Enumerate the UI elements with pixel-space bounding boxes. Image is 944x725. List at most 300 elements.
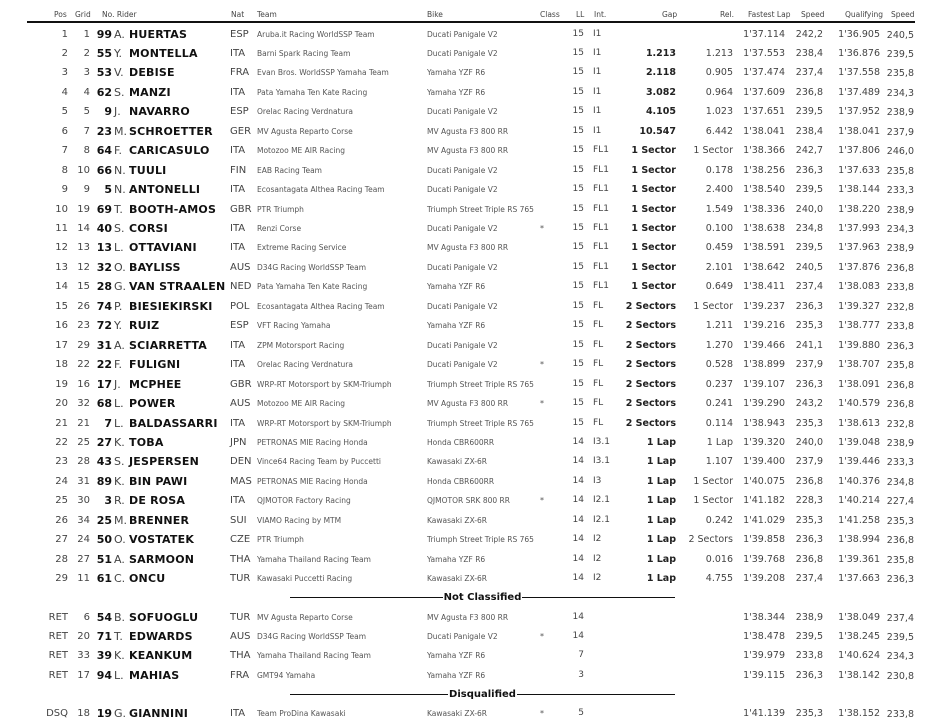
team-name: GMT94 Yamaha <box>257 670 316 680</box>
position: 27 <box>55 534 68 546</box>
rider-surname: POWER <box>129 397 176 411</box>
table-row <box>0 238 944 258</box>
qualifying-speed: 246,0 <box>886 146 914 158</box>
team-name: MV Agusta Reparto Corse <box>257 126 353 136</box>
team-name: PTR Triumph <box>257 204 304 214</box>
relative-gap: 2.101 <box>705 261 733 273</box>
qualifying-speed: 236,8 <box>886 379 914 391</box>
team-name: Yamaha Thailand Racing Team <box>257 554 371 564</box>
fastest-lap-speed: 238,4 <box>795 47 823 59</box>
laps: 3 <box>578 669 584 680</box>
fastest-lap: 1'39.115 <box>743 669 785 681</box>
grid-position: 13 <box>77 242 90 254</box>
nationality: AUS <box>230 631 251 642</box>
rider-number: 7 <box>104 416 112 430</box>
fastest-lap: 1'39.858 <box>743 534 785 546</box>
bike-name: Yamaha YZF R6 <box>427 670 486 680</box>
nationality: THA <box>230 553 251 565</box>
relative-gap: 1.211 <box>705 320 733 332</box>
table-row <box>0 646 944 666</box>
grid-position: 33 <box>77 650 90 662</box>
relative-gap: 1.213 <box>705 47 733 59</box>
qualifying-time: 1'39.048 <box>838 436 880 448</box>
rider-surname: BOOTH-AMOS <box>129 202 217 216</box>
nationality: GBR <box>230 378 252 390</box>
table-row <box>0 627 944 647</box>
grid-position: 8 <box>83 145 90 157</box>
rider-surname: OTTAVIANI <box>129 241 197 255</box>
bike-name: Kawasaki ZX-6R <box>427 515 488 525</box>
header-class: Class <box>540 10 560 19</box>
team-name: EAB Racing Team <box>257 165 322 175</box>
divider-line <box>517 694 675 696</box>
qualifying-time: 1'37.806 <box>838 145 880 157</box>
rider-number: 22 <box>96 358 112 372</box>
rider-surname: RUIZ <box>129 319 160 333</box>
interval: I2 <box>593 534 602 545</box>
qualifying-time: 1'37.558 <box>838 67 880 79</box>
fastest-lap-speed: 235,3 <box>795 514 823 526</box>
qualifying-time: 1'38.245 <box>838 631 880 642</box>
qualifying-time: 1'38.049 <box>838 611 880 623</box>
fastest-lap-speed: 239,5 <box>795 242 823 254</box>
fastest-lap: 1'37.474 <box>743 67 785 79</box>
qualifying-speed: 236,8 <box>886 535 914 547</box>
team-name: Motozoo ME AIR Racing <box>257 399 345 409</box>
grid-position: 30 <box>77 495 90 507</box>
relative-gap: 1.107 <box>705 456 733 468</box>
nationality: ITA <box>230 86 246 98</box>
laps: 5 <box>578 708 584 719</box>
nationality: TUR <box>230 611 251 623</box>
rider-initial: A. <box>114 338 125 352</box>
nationality: ESP <box>230 320 249 332</box>
bike-name: Triumph Street Triple RS 765 <box>427 204 534 214</box>
laps: 15 <box>572 28 584 39</box>
team-name: Aruba.it Racing WorldSSP Team <box>257 29 375 39</box>
laps: 14 <box>572 573 584 584</box>
laps: 15 <box>572 184 584 195</box>
grid-position: 2 <box>83 47 90 59</box>
rider-surname: FULIGNI <box>129 358 181 372</box>
header-grid: Grid <box>75 10 91 19</box>
grid-position: 25 <box>77 436 90 448</box>
gap: 1 Sector <box>631 164 676 176</box>
rider-initial: J. <box>114 105 121 119</box>
nationality: ITA <box>230 184 246 196</box>
rider-number: 31 <box>96 338 112 352</box>
team-name: Ecosantagata Althea Racing Team <box>257 301 385 311</box>
qualifying-speed: 235,3 <box>886 515 914 527</box>
rider-number: 23 <box>96 124 112 138</box>
grid-position: 22 <box>77 359 90 371</box>
interval: FL1 <box>593 145 609 156</box>
rider-initial: O. <box>114 533 126 547</box>
position: 12 <box>55 242 68 254</box>
laps: 15 <box>572 300 584 311</box>
nationality: ITA <box>230 145 246 157</box>
grid-position: 32 <box>77 398 90 410</box>
rider-initial: S. <box>114 85 125 99</box>
fastest-lap-speed: 236,3 <box>795 534 823 546</box>
rider-initial: S. <box>114 455 125 469</box>
rider-surname: BIESIEKIRSKI <box>129 299 213 313</box>
laps: 14 <box>572 514 584 525</box>
position: 6 <box>61 125 68 137</box>
bike-name: Honda CBR600RR <box>427 476 495 486</box>
rider-number: 27 <box>96 435 112 449</box>
table-header <box>0 8 944 22</box>
laps: 14 <box>572 553 584 564</box>
interval: FL <box>593 320 604 331</box>
gap: 1 Lap <box>646 573 676 585</box>
laps: 15 <box>572 106 584 117</box>
rider-number: 17 <box>96 377 112 391</box>
rider-number: 13 <box>96 241 112 255</box>
laps: 15 <box>572 417 584 428</box>
table-row <box>0 530 944 550</box>
position: 23 <box>55 456 68 468</box>
fastest-lap: 1'39.400 <box>743 456 785 468</box>
rider-initial: T. <box>114 202 123 216</box>
rider-surname: KEANKUM <box>129 649 193 663</box>
team-name: PETRONAS MIE Racing Honda <box>257 476 368 486</box>
interval: I2 <box>593 573 602 584</box>
team-name: Extreme Racing Service <box>257 243 347 253</box>
bike-name: Ducati Panigale V2 <box>427 340 498 350</box>
rider-initial: G. <box>114 280 127 294</box>
relative-gap: 0.649 <box>705 281 733 293</box>
qualifying-time: 1'37.876 <box>838 261 880 273</box>
bike-name: Triumph Street Triple RS 765 <box>427 535 534 545</box>
relative-gap: 0.100 <box>705 223 733 234</box>
fastest-lap-speed: 236,3 <box>795 164 823 176</box>
gap: 1 Sector <box>631 261 676 273</box>
qualifying-speed: 233,8 <box>886 321 914 333</box>
gap: 1 Lap <box>646 553 676 565</box>
qualifying-time: 1'38.613 <box>838 417 880 429</box>
nationality: ITA <box>230 47 246 59</box>
table-row <box>0 25 944 45</box>
fastest-lap: 1'38.336 <box>743 203 785 215</box>
fastest-lap-speed: 236,8 <box>795 86 823 98</box>
team-name: Motozoo ME AIR Racing <box>257 146 345 156</box>
team-name: WRP-RT Motorsport by SKM-Triumph <box>257 379 392 389</box>
relative-gap: 1.549 <box>705 203 733 215</box>
relative-gap: 0.242 <box>705 514 733 526</box>
nationality: ITA <box>230 359 246 371</box>
rider-number: 19 <box>96 707 112 721</box>
rider-number: 64 <box>96 144 112 158</box>
laps: 15 <box>572 86 584 97</box>
qualifying-speed: 237,9 <box>886 126 914 138</box>
grid-position: 16 <box>77 378 90 390</box>
qualifying-speed: 236,3 <box>886 574 914 586</box>
qualifying-speed: 232,8 <box>886 418 914 430</box>
divider-line <box>290 597 443 599</box>
relative-gap: 1 Sector <box>693 495 733 507</box>
rider-number: 39 <box>96 649 112 663</box>
laps: 15 <box>572 145 584 156</box>
position: 11 <box>55 223 68 234</box>
bike-name: Ducati Panigale V2 <box>427 165 498 175</box>
team-name: D34G Racing WorldSSP Team <box>257 632 367 641</box>
relative-gap: 0.905 <box>705 67 733 79</box>
laps: 15 <box>572 359 584 370</box>
nationality: ITA <box>230 223 246 234</box>
table-row <box>0 180 944 200</box>
header-nat: Nat <box>231 10 245 19</box>
bike-name: Ducati Panigale V2 <box>427 301 498 311</box>
team-name: Orelac Racing Verdnatura <box>257 360 353 370</box>
qualifying-speed: 234,8 <box>886 476 914 488</box>
bike-name: Kawasaki ZX-6R <box>427 457 488 467</box>
header-divider <box>27 21 915 23</box>
team-name: D34G Racing WorldSSP Team <box>257 262 367 272</box>
qualifying-speed: 234,3 <box>886 224 914 235</box>
interval: FL1 <box>593 261 609 272</box>
qualifying-time: 1'37.489 <box>838 86 880 98</box>
position: 8 <box>61 164 68 176</box>
class-mark: * <box>540 399 544 409</box>
qualifying-time: 1'40.376 <box>838 475 880 487</box>
table-row <box>0 472 944 492</box>
qualifying-time: 1'37.633 <box>838 164 880 176</box>
rider-initial: F. <box>114 358 123 372</box>
rider-number: 55 <box>96 46 112 60</box>
header-team: Team <box>257 10 277 19</box>
rider-number: 71 <box>96 630 112 643</box>
interval: I1 <box>593 47 602 58</box>
qualifying-time: 1'38.707 <box>838 359 880 371</box>
team-name: PTR Triumph <box>257 535 304 545</box>
bike-name: MV Agusta F3 800 RR <box>427 612 509 622</box>
team-name: PETRONAS MIE Racing Honda <box>257 437 368 447</box>
rider-number: 3 <box>104 494 112 508</box>
rider-initial: L. <box>114 416 124 430</box>
gap: 2.118 <box>645 67 676 79</box>
rider-number: 54 <box>96 610 112 624</box>
laps: 15 <box>572 164 584 175</box>
qualifying-speed: 239,5 <box>886 632 914 643</box>
position: 1 <box>61 28 68 40</box>
position: 28 <box>55 553 68 565</box>
interval: I1 <box>593 106 602 117</box>
rider-surname: HUERTAS <box>129 27 188 41</box>
qualifying-speed: 238,9 <box>886 437 914 449</box>
table-row <box>0 569 944 589</box>
relative-gap: 6.442 <box>705 125 733 137</box>
gap: 1 Sector <box>631 145 676 157</box>
header-ll: LL <box>576 10 585 19</box>
laps: 15 <box>572 320 584 331</box>
rider-initial: A. <box>114 27 125 41</box>
qualifying-time: 1'38.144 <box>838 184 880 196</box>
qualifying-speed: 235,8 <box>886 554 914 566</box>
rider-surname: ANTONELLI <box>129 183 201 197</box>
qualifying-speed: 236,8 <box>886 399 914 411</box>
laps: 15 <box>572 339 584 350</box>
rider-number: 40 <box>96 222 112 235</box>
team-name: Team ProDina Kawasaki <box>257 709 346 719</box>
fastest-lap-speed: 234,8 <box>795 223 823 234</box>
table-row <box>0 550 944 570</box>
table-row <box>0 44 944 64</box>
gap: 1 Sector <box>631 223 676 234</box>
interval: I2.1 <box>593 514 610 525</box>
qualifying-speed: 238,9 <box>886 243 914 255</box>
table-row <box>0 608 944 628</box>
table-row <box>0 297 944 317</box>
grid-position: 1 <box>83 28 90 40</box>
fastest-lap-speed: 233,8 <box>795 650 823 662</box>
interval: FL1 <box>593 184 609 195</box>
laps: 14 <box>572 611 584 622</box>
bike-name: MV Agusta F3 800 RR <box>427 243 509 253</box>
relative-gap: 0.016 <box>705 553 733 565</box>
team-name: Barni Spark Racing Team <box>257 48 351 58</box>
grid-position: 26 <box>77 300 90 312</box>
grid-position: 3 <box>83 67 90 79</box>
position: 16 <box>55 320 68 332</box>
gap: 1.213 <box>645 47 676 59</box>
rider-initial: G. <box>114 707 127 721</box>
gap: 1 Lap <box>646 456 676 468</box>
class-mark: * <box>540 496 544 506</box>
header-rel: Rel. <box>720 10 734 19</box>
qualifying-time: 1'37.993 <box>838 223 880 234</box>
fastest-lap: 1'41.139 <box>743 708 785 720</box>
gap: 2 Sectors <box>625 417 676 429</box>
team-name: Vince64 Racing Team by Puccetti <box>257 457 381 467</box>
fastest-lap: 1'38.256 <box>743 164 785 176</box>
rider-initial: L. <box>114 397 124 411</box>
fastest-lap: 1'39.979 <box>743 650 785 662</box>
table-row <box>0 491 944 511</box>
rider-surname: MANZI <box>129 85 171 99</box>
rider-initial: K. <box>114 435 125 449</box>
fastest-lap-speed: 241,1 <box>795 339 823 351</box>
position: 9 <box>61 184 68 196</box>
fastest-lap: 1'38.591 <box>743 242 785 254</box>
fastest-lap: 1'38.899 <box>743 359 785 371</box>
class-mark: * <box>540 709 544 719</box>
position: 19 <box>55 378 68 390</box>
grid-position: 14 <box>77 223 90 234</box>
qualifying-time: 1'38.142 <box>838 669 880 681</box>
grid-position: 27 <box>77 553 90 565</box>
fastest-lap-speed: 236,3 <box>795 669 823 681</box>
team-name: VFT Racing Yamaha <box>257 321 331 331</box>
laps: 15 <box>572 203 584 214</box>
laps: 15 <box>572 242 584 253</box>
relative-gap: 1 Sector <box>693 145 733 157</box>
header-int: Int. <box>594 10 607 19</box>
fastest-lap: 1'37.114 <box>743 28 785 40</box>
team-name: Orelac Racing Verdnatura <box>257 107 353 117</box>
table-row <box>0 433 944 453</box>
qualifying-speed: 233,3 <box>886 185 914 197</box>
gap: 4.105 <box>645 106 676 118</box>
position: RET <box>48 650 68 662</box>
qualifying-time: 1'37.663 <box>838 573 880 585</box>
nationality: FIN <box>230 164 247 176</box>
team-name: ZPM Motorsport Racing <box>257 340 345 350</box>
interval: FL1 <box>593 203 609 214</box>
position: 13 <box>55 261 68 273</box>
qualifying-speed: 240,5 <box>886 29 914 41</box>
rider-surname: BRENNER <box>129 513 190 527</box>
qualifying-speed: 232,8 <box>886 301 914 313</box>
rider-initial: N. <box>114 163 126 177</box>
bike-name: Kawasaki ZX-6R <box>427 574 488 584</box>
gap: 1 Lap <box>646 475 676 487</box>
grid-position: 6 <box>83 611 90 623</box>
qualifying-speed: 236,8 <box>886 262 914 274</box>
bike-name: Ducati Panigale V2 <box>427 48 498 58</box>
gap: 1 Sector <box>631 184 676 196</box>
interval: FL <box>593 378 604 389</box>
gap: 2 Sectors <box>625 398 676 410</box>
rider-initial: Y. <box>114 46 122 60</box>
interval: FL1 <box>593 281 609 292</box>
qualifying-speed: 239,5 <box>886 48 914 60</box>
rider-initial: C. <box>114 572 126 586</box>
fastest-lap-speed: 237,4 <box>795 573 823 585</box>
interval: I1 <box>593 125 602 136</box>
fastest-lap: 1'37.651 <box>743 106 785 118</box>
position: 2 <box>61 47 68 59</box>
grid-position: 4 <box>83 86 90 98</box>
fastest-lap-speed: 239,5 <box>795 184 823 196</box>
position: RET <box>48 669 68 681</box>
nationality: ITA <box>230 339 246 351</box>
team-name: WRP-RT Motorsport by SKM-Triumph <box>257 418 392 428</box>
table-row <box>0 414 944 434</box>
rider-surname: MAHIAS <box>129 668 180 682</box>
interval: I3.1 <box>593 456 610 467</box>
bike-name: Yamaha YZF R6 <box>427 68 486 78</box>
rider-initial: A. <box>114 552 125 566</box>
fastest-lap-speed: 235,3 <box>795 417 823 429</box>
rider-initial: N. <box>114 183 126 197</box>
table-row <box>0 316 944 336</box>
nationality: TUR <box>230 573 251 585</box>
rider-initial: L. <box>114 668 124 682</box>
nationality: ITA <box>230 417 246 429</box>
divider-line <box>522 597 675 599</box>
rider-number: 5 <box>104 183 112 197</box>
rider-initial: M. <box>114 513 127 527</box>
qualifying-time: 1'40.214 <box>838 495 880 507</box>
qualifying-time: 1'37.963 <box>838 242 880 254</box>
laps: 15 <box>572 281 584 292</box>
laps: 15 <box>572 125 584 136</box>
nationality: ESP <box>230 28 249 40</box>
rider-surname: VAN STRAALEN <box>129 280 226 294</box>
table-row <box>0 452 944 472</box>
qualifying-time: 1'38.083 <box>838 281 880 293</box>
nationality: AUS <box>230 261 251 273</box>
fastest-lap: 1'39.466 <box>743 339 785 351</box>
table-row <box>0 394 944 414</box>
rider-initial: K. <box>114 649 125 663</box>
relative-gap: 0.114 <box>705 417 733 429</box>
fastest-lap: 1'39.237 <box>743 300 785 312</box>
table-row <box>0 141 944 161</box>
fastest-lap: 1'39.290 <box>743 398 785 410</box>
bike-name: QJMOTOR SRK 800 RR <box>427 496 510 506</box>
